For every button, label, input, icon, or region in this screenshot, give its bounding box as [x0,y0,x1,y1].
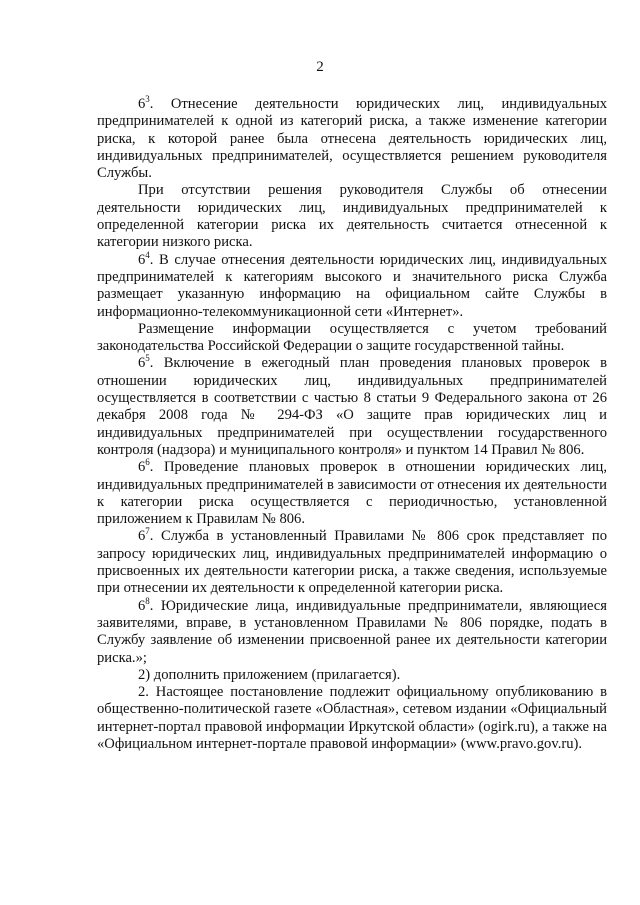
paragraph-text: . Юридические лица, индивидуальные предприниматели, являющиеся заявителями, вправе, в установленном Правилами № 806 порядке, подать в Службу заявление об изменении присвоенной ранее их деятельности категории риска.»; [97,597,607,666]
paragraph-text: 2. Настоящее постановление подлежит официальному опубликованию в общественно-политической газете «Областная», сетевом издании «Официальный интернет-портал правовой информации Иркутской области» (ogirk.ru), а также на «Официальном интернет-портале правовой информации» (www.pravo.gov.ru). [97,684,607,752]
item-superscript: 5 [145,353,150,364]
paragraph-section-2-publication [97,684,607,753]
paragraph-6-4 [97,249,607,321]
item-superscript: 3 [145,94,150,105]
paragraph-text: . Проведение плановых проверок в отношении юридических лиц, индивидуальных предпринимателей в зависимости от отнесения их деятельности к категории риска осуществляется с периодичностью, установленной приложением к Правилам № 806. [97,459,607,528]
item-number: 6 [138,251,146,268]
paragraph-6-8 [97,595,607,667]
item-number: 6 [138,459,146,476]
paragraph-text: . Служба в установленный Правилами № 806 срок представляет по запросу юридических лиц, индивидуальных предпринимателей информацию о присвоенных их деятельности категории риска, а также сведения, используемые при отнесении их деятельности к определенной категории риска. [97,528,607,597]
paragraph-item-2-appendix [97,667,607,684]
paragraph-text: . Отнесение деятельности юридических лиц, индивидуальных предпринимателей к одной из категорий риска, а также изменение категории риска, к которой ранее была отнесена деятельность юридических лиц, индивидуальных предпринимателей, осуществляется решением руководителя Службы. [97,96,607,182]
paragraph-6-5 [97,355,607,459]
item-number: 6 [138,528,146,545]
item-superscript: 4 [145,249,150,260]
item-number: 6 [138,355,146,372]
paragraph-text: 2) дополнить приложением (прилагается). [138,666,401,683]
paragraph-low-risk [97,182,607,251]
paragraph-text: При отсутствии решения руководителя Службы об отнесении деятельности юридических лиц, индивидуальных предпринимателей к определенной категории риска их деятельность считается отнесенной к категории низкого риска. [97,182,607,251]
paragraph-state-secret [97,321,607,356]
paragraph-6-3 [97,96,607,182]
paragraph-6-6 [97,459,607,528]
paragraph-text: Размещение информации осуществляется с учетом требований законодательства Российской Федерации о защите государственной тайны. [97,320,607,355]
paragraph-text: . Включение в ежегодный план проведения плановых проверок в отношении юридических лиц, индивидуальных предпринимателей осуществляется в соответствии с частью 8 статьи 9 Федерального закона от 26 декабря 2008 года № 294-ФЗ «О защите прав юридических лиц и индивидуальных предпринимателей при осуществлении государственного контроля (надзора) и муниципального контроля» и пунктом 14 Правил № 806. [97,355,607,458]
document-body [97,96,607,753]
item-number: 6 [138,96,146,112]
item-superscript: 6 [145,457,150,468]
paragraph-text: . В случае отнесения деятельности юридических лиц, индивидуальных предпринимателей к категориям высокого и значительного риска Служба размещает указанную информацию на официальном сайте Службы в информационно-телекоммуникационной сети «Интернет». [97,251,607,320]
paragraph-6-7 [97,528,607,597]
item-superscript: 7 [145,526,150,537]
page-number: 2 [316,59,324,75]
item-number: 6 [138,597,146,614]
item-superscript: 8 [145,595,150,606]
